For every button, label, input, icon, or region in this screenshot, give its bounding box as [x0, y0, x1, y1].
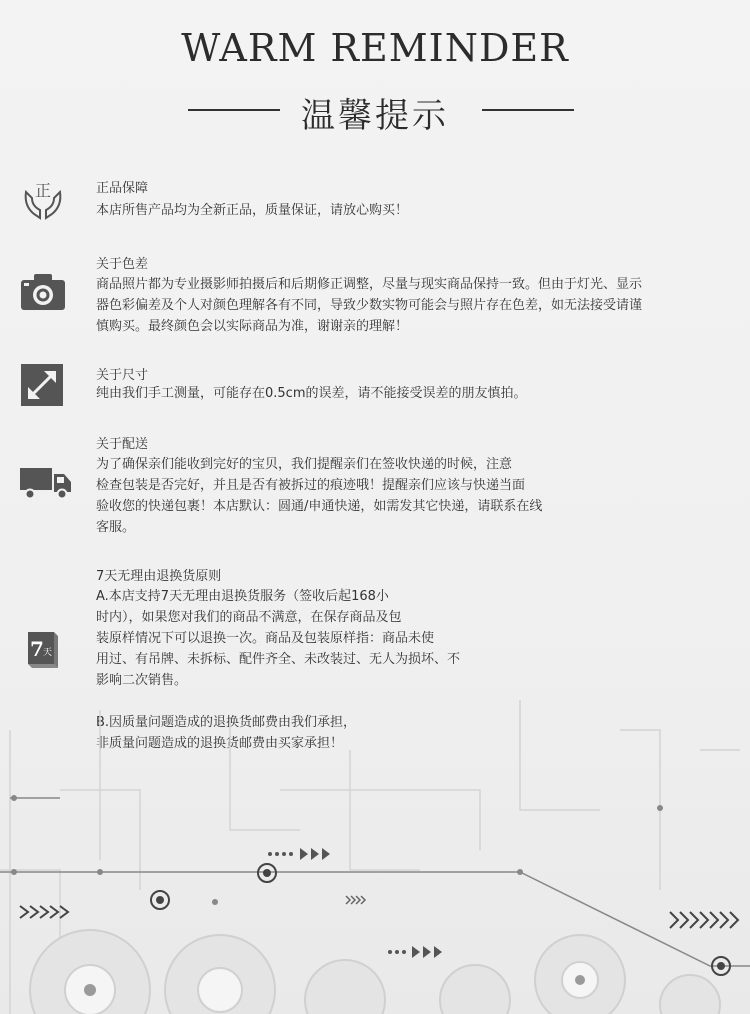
section-title: 关于色差 — [96, 257, 149, 272]
section-body: 商品照片都为专业摄影师拍摄后和后期修正调整，尽量与现实商品保持一致。但由于灯光、显示 器色彩偏差及个人对颜色理解各有不同，导致少数实物可能会与照片存在色差，如无法接受请谨 慎购买。最终颜色会以实际商品为准，谢谢亲的理解！ — [96, 277, 643, 334]
section-body: A.本店支持7天无理由退换货服务（签收后起168小 时内），如果您对我们的商品不满意，在保存商品及包 装原样情况下可以退换一次。商品及包装原样指：商品未使 用过、有吊牌、未拆标、配件齐全、未改装过、无人为损坏、不 影响二次销售。 B.因质量问题造成的退换货邮费由我们承担， 非质量问题造成的退换货邮费由买家承担！ — [96, 589, 461, 751]
section-body: 本店所售产品均为全新正品，质量保证，请放心购买！ — [96, 203, 409, 218]
section-title: 关于尺寸 — [96, 368, 149, 383]
page-title-en: WARM REMINDER — [181, 26, 569, 70]
section-body: 为了确保亲们能收到完好的宝贝，我们提醒亲们在签收快递的时候，注意 检查包装是否完好，并且是否有被拆过的痕迹哦！提醒亲们应该与快递当面 验收您的快递包裹！本店默认：圆通/申通快递，如需发其它快递，请联系在线 客服。 — [96, 457, 543, 535]
calendar-day-label: 天 — [43, 648, 53, 658]
resize-arrow-icon — [20, 363, 66, 409]
genuine-hands-icon — [20, 176, 66, 222]
calendar-number: 7 — [30, 637, 44, 661]
svg-text:正: 正 — [34, 181, 52, 200]
divider-right — [482, 109, 574, 111]
delivery-truck-icon — [20, 466, 72, 512]
section-title: 关于配送 — [96, 437, 149, 452]
seven-day-calendar-icon — [24, 630, 62, 670]
camera-icon — [20, 272, 66, 318]
tech-circuit-decoration — [0, 690, 750, 1014]
section-title: 7天无理由退换货原则 — [96, 569, 222, 584]
subtitle-row — [0, 88, 750, 136]
section-title: 正品保障 — [96, 181, 149, 196]
page-title-cn: 温馨提示 — [301, 96, 449, 136]
section-body: 纯由我们手工测量，可能存在0.5cm的误差，请不能接受误差的朋友慎拍。 — [96, 386, 527, 401]
